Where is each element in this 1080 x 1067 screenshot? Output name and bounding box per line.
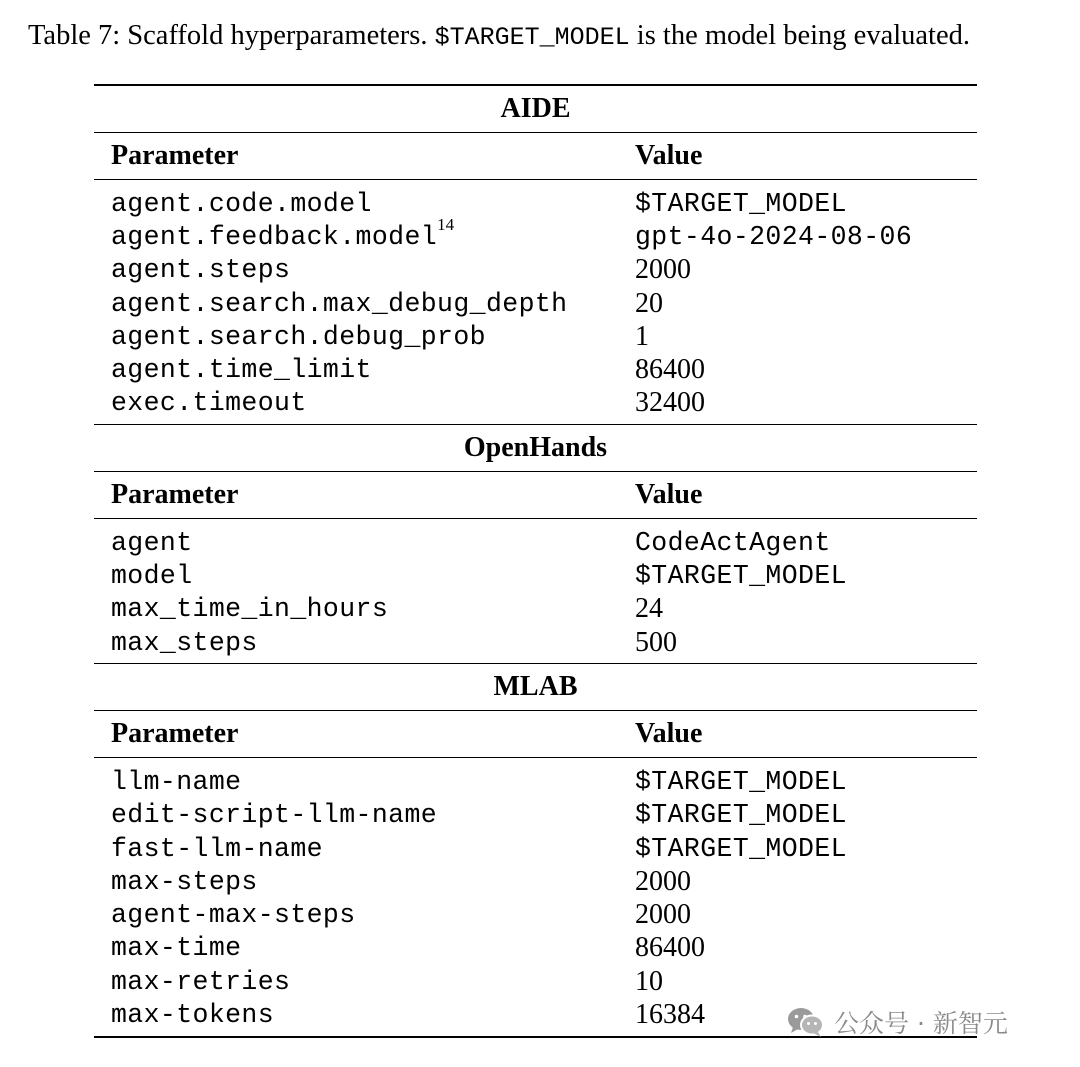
parameter-name: max-retries	[111, 966, 291, 997]
parameter-cell	[94, 900, 635, 930]
parameter-name: llm-name	[111, 766, 242, 797]
parameter-name: max_time_in_hours	[111, 594, 389, 625]
value-cell: $TARGET_MODEL	[635, 766, 847, 797]
value-cell: 2000	[635, 899, 691, 931]
table-row	[94, 932, 977, 965]
table-row	[94, 287, 977, 320]
parameter-cell	[94, 594, 635, 624]
parameter-cell	[94, 867, 635, 897]
parameter-cell	[94, 1000, 635, 1030]
header-parameter: Parameter	[111, 479, 239, 511]
value-cell: $TARGET_MODEL	[635, 833, 847, 864]
parameter-cell	[94, 800, 635, 830]
section-title: AIDE	[500, 93, 571, 124]
parameter-cell	[94, 355, 635, 385]
parameter-cell	[94, 322, 635, 352]
header-value: Value	[635, 718, 703, 750]
parameter-name: agent.feedback.model	[111, 221, 438, 252]
caption-prefix: Table 7: Scaffold hyperparameters.	[28, 20, 435, 51]
parameter-cell	[94, 967, 635, 997]
header-parameter: Parameter	[111, 140, 239, 171]
header-value: Value	[635, 140, 703, 171]
parameter-name: agent.code.model	[111, 188, 372, 219]
parameter-name: edit-script-llm-name	[111, 800, 438, 831]
value-cell: $TARGET_MODEL	[635, 561, 847, 592]
caption-suffix: is the model being evaluated.	[629, 20, 970, 51]
parameter-name: agent.steps	[111, 255, 291, 286]
parameter-cell	[94, 289, 635, 319]
hyperparameter-table	[94, 84, 977, 1038]
section-rows	[94, 758, 977, 1035]
header-parameter: Parameter	[111, 718, 239, 750]
parameter-cell	[94, 255, 635, 285]
parameter-cell	[94, 933, 635, 963]
parameter-cell	[94, 561, 635, 591]
table-row	[94, 593, 977, 626]
parameter-cell	[94, 528, 635, 558]
table-row	[94, 965, 977, 998]
table-row	[94, 898, 977, 931]
table-row	[94, 765, 977, 798]
value-cell: 10	[635, 965, 663, 997]
section-rows	[94, 519, 977, 663]
value-cell: CodeActAgent	[635, 527, 831, 558]
parameter-cell	[94, 388, 635, 418]
header-value: Value	[635, 479, 703, 511]
parameter-name: max-tokens	[111, 999, 275, 1030]
parameter-name: agent-max-steps	[111, 900, 356, 931]
value-cell: 16384	[635, 998, 705, 1030]
parameter-cell	[94, 767, 635, 797]
header-row	[94, 133, 977, 179]
parameter-cell	[94, 189, 635, 219]
table-row	[94, 215, 977, 253]
value-cell: 86400	[635, 932, 705, 964]
watermark	[786, 1004, 1008, 1040]
value-cell: 24	[635, 593, 663, 625]
table-row	[94, 353, 977, 386]
table-row	[94, 254, 977, 287]
header-row	[94, 711, 977, 757]
parameter-name: exec.timeout	[111, 388, 307, 419]
section-title: OpenHands	[463, 432, 608, 464]
table-row	[94, 187, 977, 220]
table-row	[94, 559, 977, 592]
watermark-text: 公众号 · 新智元	[834, 1009, 1008, 1038]
value-cell: 86400	[635, 354, 705, 386]
table-caption	[28, 16, 1068, 58]
parameter-name: max_steps	[111, 627, 258, 658]
parameter-name: max-time	[111, 933, 242, 964]
footnote-marker: 14	[437, 215, 455, 235]
table-row	[94, 320, 977, 353]
value-cell: 32400	[635, 387, 705, 419]
parameter-name: max-steps	[111, 866, 258, 897]
table-row	[94, 865, 977, 898]
section-rows	[94, 180, 977, 424]
caption-code: $TARGET_MODEL	[434, 23, 630, 52]
value-cell: 2000	[635, 254, 691, 286]
header-row	[94, 472, 977, 518]
parameter-cell	[94, 215, 635, 252]
value-cell: gpt-4o-2024-08-06	[635, 221, 913, 252]
value-cell: $TARGET_MODEL	[635, 188, 847, 219]
wechat-icon	[786, 1006, 826, 1038]
table-row	[94, 387, 977, 420]
table-row	[94, 832, 977, 865]
parameter-cell	[94, 628, 635, 658]
parameter-name: agent.search.max_debug_depth	[111, 288, 568, 319]
section-title: MLAB	[493, 671, 578, 703]
parameter-name: agent.time_limit	[111, 355, 372, 386]
parameter-name: agent.search.debug_prob	[111, 321, 486, 352]
table-row	[94, 626, 977, 659]
parameter-name: model	[111, 561, 193, 592]
parameter-name: fast-llm-name	[111, 833, 323, 864]
table-row	[94, 799, 977, 832]
value-cell: 20	[635, 287, 663, 319]
parameter-cell	[94, 834, 635, 864]
value-cell: $TARGET_MODEL	[635, 800, 847, 831]
parameter-name: agent	[111, 527, 193, 558]
value-cell: 1	[635, 320, 649, 352]
value-cell: 2000	[635, 865, 691, 897]
value-cell: 500	[635, 626, 677, 658]
table-row	[94, 526, 977, 559]
